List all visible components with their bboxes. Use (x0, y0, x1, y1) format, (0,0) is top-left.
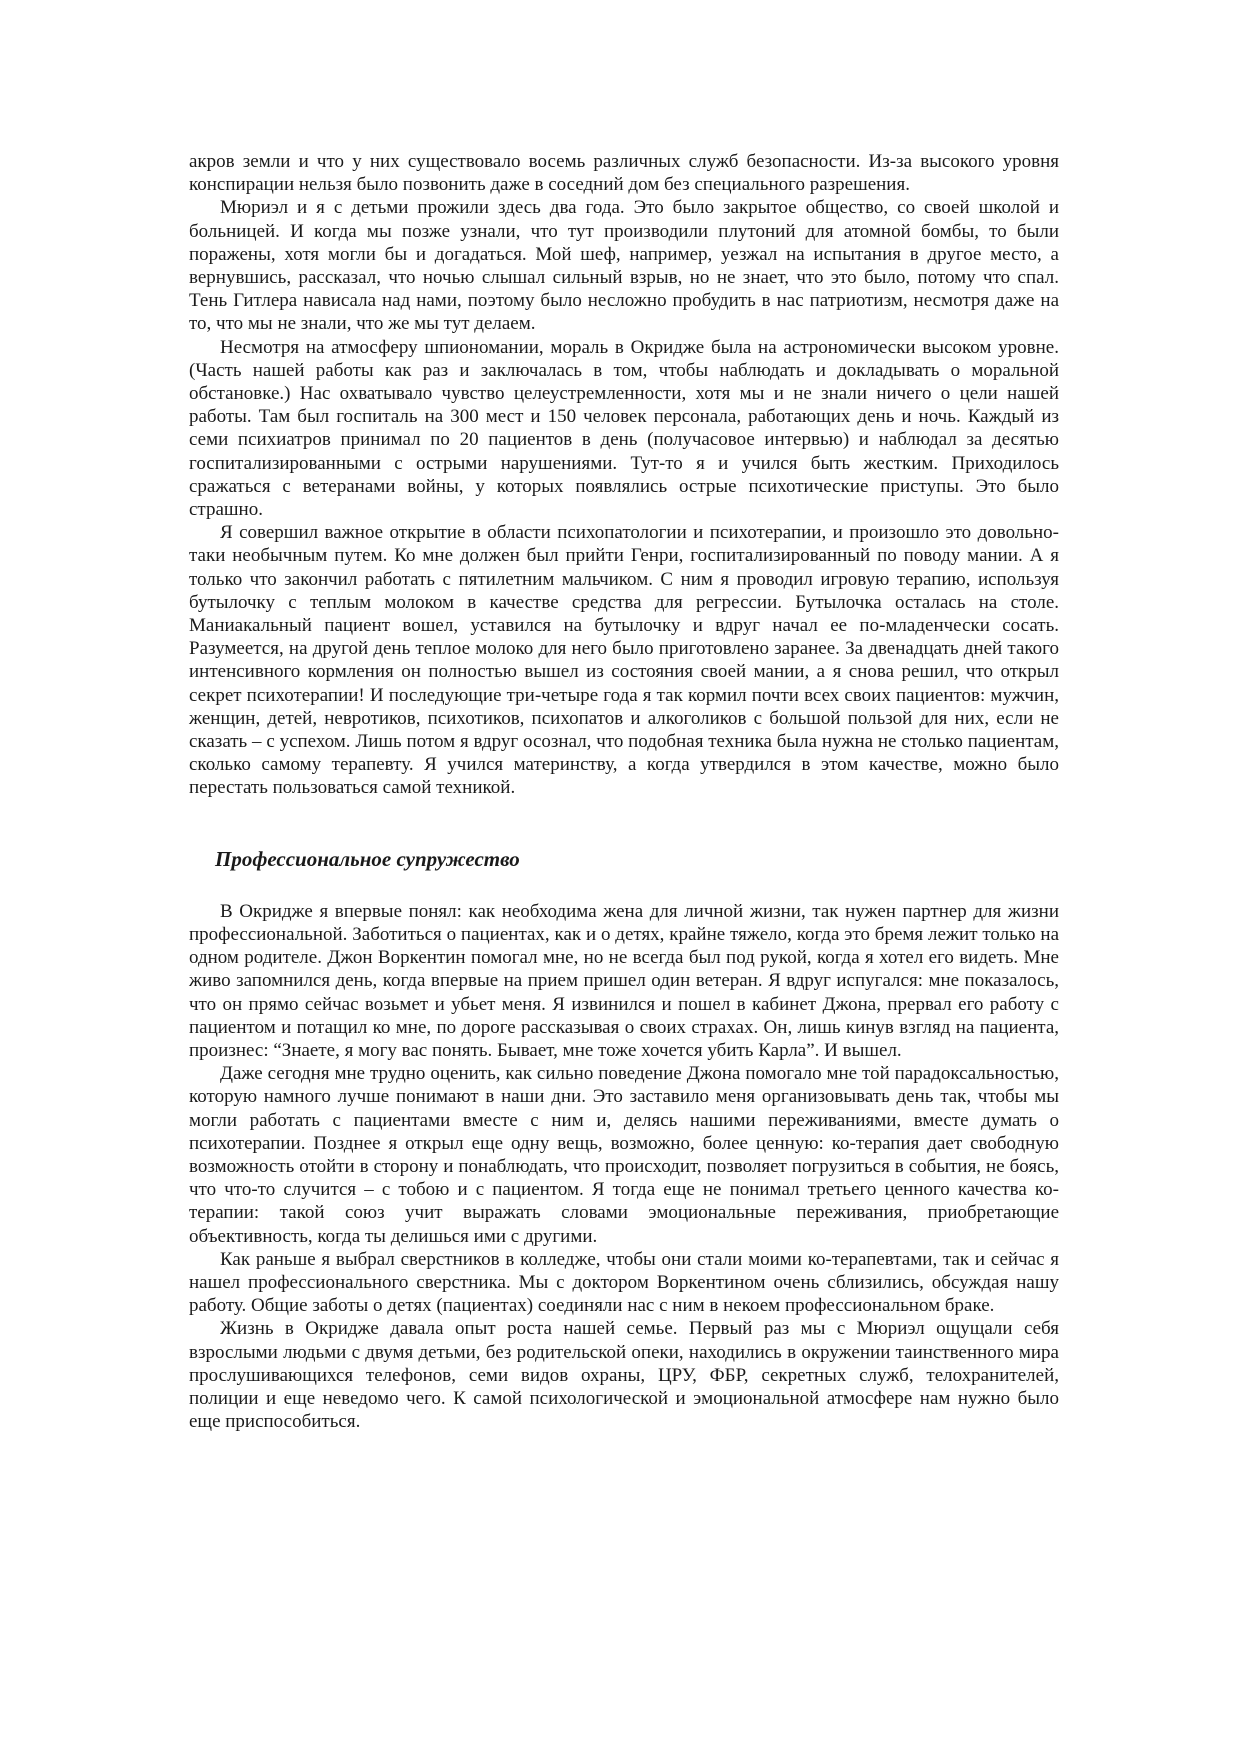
paragraph-partner: В Окридже я впервые понял: как необходима жена для личной жизни, так нужен партнер для жизни профессиональной. Заботиться о пациентах, как и о детях, крайне тяжело, когда это бремя лежит только на одном родителе. Джон Воркентин помогал мне, но не всегда был под рукой, когда я хотел его видеть. Мне живо запомнился день, когда впервые на прием пришел один ветеран. Я вдруг испугался: мне показалось, что он прямо сейчас возьмет и убьет меня. Я извинился и пошел в кабинет Джона, прервал его работу с пациентом и потащил ко мне, по дороге рассказывая о своих страхах. Он, лишь кинув взгляд на пациента, произнес: “Знаете, я могу вас понять. Бывает, мне тоже хочется убить Карла”. И вышел. (189, 900, 1059, 1061)
paragraph-family-growth: Жизнь в Окридже давала опыт роста нашей семье. Первый раз мы с Мюриэл ощущали себя взрослыми людьми с двумя детьми, без родительской опеки, находились в окружении таинственного мира прослушивающихся телефонов, семи видов охраны, ЦРУ, ФБР, секретных служб, телохранителей, полиции и еще неведомо чего. К самой психологической и эмоциональной атмосфере нам нужно было еще приспособиться. (189, 1318, 1059, 1433)
paragraph-peers: Как раньше я выбрал сверстников в колледже, чтобы они стали моими ко-терапевтами, так и сейчас я нашел профессионального сверстника. Мы с доктором Воркентином очень сблизились, обсуждая нашу работу. Общие заботы о детях (пациентах) соединяли нас с ним в некоем профессиональном браке. (189, 1248, 1059, 1317)
paragraph-co-therapy: Даже сегодня мне трудно оценить, как сильно поведение Джона помогало мне той парадоксальностью, которую намного лучше понимают в наши дни. Это заставило меня организовывать день так, чтобы мы могли работать с пациентами вместе с ним и, делясь нашими переживаниями, вместе думать о психотерапии. Позднее я открыл еще одну вещь, возможно, более ценную: ко-терапия дает свободную возможность отойти в сторону и понаблюдать, что происходит, позволяет погрузиться в события, не боясь, что что-то случится – с тобою и с пациентом. Я тогда еще не понимал третьего ценного качества ко-терапии: такой союз учит выражать словами эмоциональные переживания, приобретающие объективность, когда ты делишься ими с другими. (189, 1063, 1059, 1247)
spacer (189, 872, 1059, 900)
spacer (189, 800, 1059, 846)
paragraph-oak-ridge-life: Мюриэл и я с детьми прожили здесь два года. Это было закрытое общество, со своей школой и больницей. И когда мы позже узнали, что тут производили плутоний для атомной бомбы, то были поражены, хотя могли бы и догадаться. Мой шеф, например, уезжал на испытания в другое место, а вернувшись, рассказал, что ночью слышал сильный взрыв, но не знает, что это было, потому что спал. Тень Гитлера нависала над нами, поэтому было несложно пробудить в нас патриотизм, несмотря даже на то, что мы не знали, что же мы тут делаем. (189, 197, 1059, 335)
section-heading: Профессиональное супружество (215, 846, 520, 871)
paragraph-bottle-discovery: Я совершил важное открытие в области психопатологии и психотерапии, и произошло это довольно-таки необычным путем. Ко мне должен был прийти Генри, госпитализированный по поводу мании. А я только что закончил работать с пятилетним мальчиком. С ним я проводил игровую терапию, используя бутылочку с теплым молоком в качестве средства для регрессии. Бутылочка осталась на столе. Маниакальный пациент вошел, уставился на бутылочку и вдруг начал ее по-младенчески сосать. Разумеется, на другой день теплое молоко для него было приготовлено заранее. За двенадцать дней такого интенсивного кормления он полностью вышел из состояния своей мании, а я снова решил, что открыл секрет психотерапии! И последующие три-четыре года я так кормил почти всех своих пациентов: мужчин, женщин, детей, невротиков, психотиков, психопатов и алкоголиков с большой пользой для них, если не сказать – с успехом. Лишь потом я вдруг осознал, что подобная техника была нужна не столько пациентам, сколько самому терапевту. Я учился материнству, а когда утвердился в этом качестве, можно было перестать пользоваться самой техникой. (189, 522, 1059, 799)
paragraph-morale: Несмотря на атмосферу шпиономании, мораль в Окридже была на астрономически высоком уровне. (Часть нашей работы как раз и заключалась в том, чтобы наблюдать и докладывать о моральной обстановке.) Нас охватывало чувство целеустремленности, хотя мы и не знали ничего о цели нашей работы. Там был госпиталь на 300 мест и 150 человек персонала, работающих день и ночь. Каждый из семи психиатров принимал по 20 пациентов в день (получасовое интервью) и наблюдал за десятью госпитализированными с острыми нарушениями. Тут-то я и учился быть жестким. Приходилось сражаться с ветеранами войны, у которых появлялись острые психотические приступы. Это было страшно. (189, 336, 1059, 521)
text-column (189, 150, 1059, 1433)
paragraph-continued: акров земли и что у них существовало восемь различных служб безопасности. Из-за высокого уровня конспирации нельзя было позвонить даже в соседний дом без специального разрешения. (189, 151, 1059, 196)
